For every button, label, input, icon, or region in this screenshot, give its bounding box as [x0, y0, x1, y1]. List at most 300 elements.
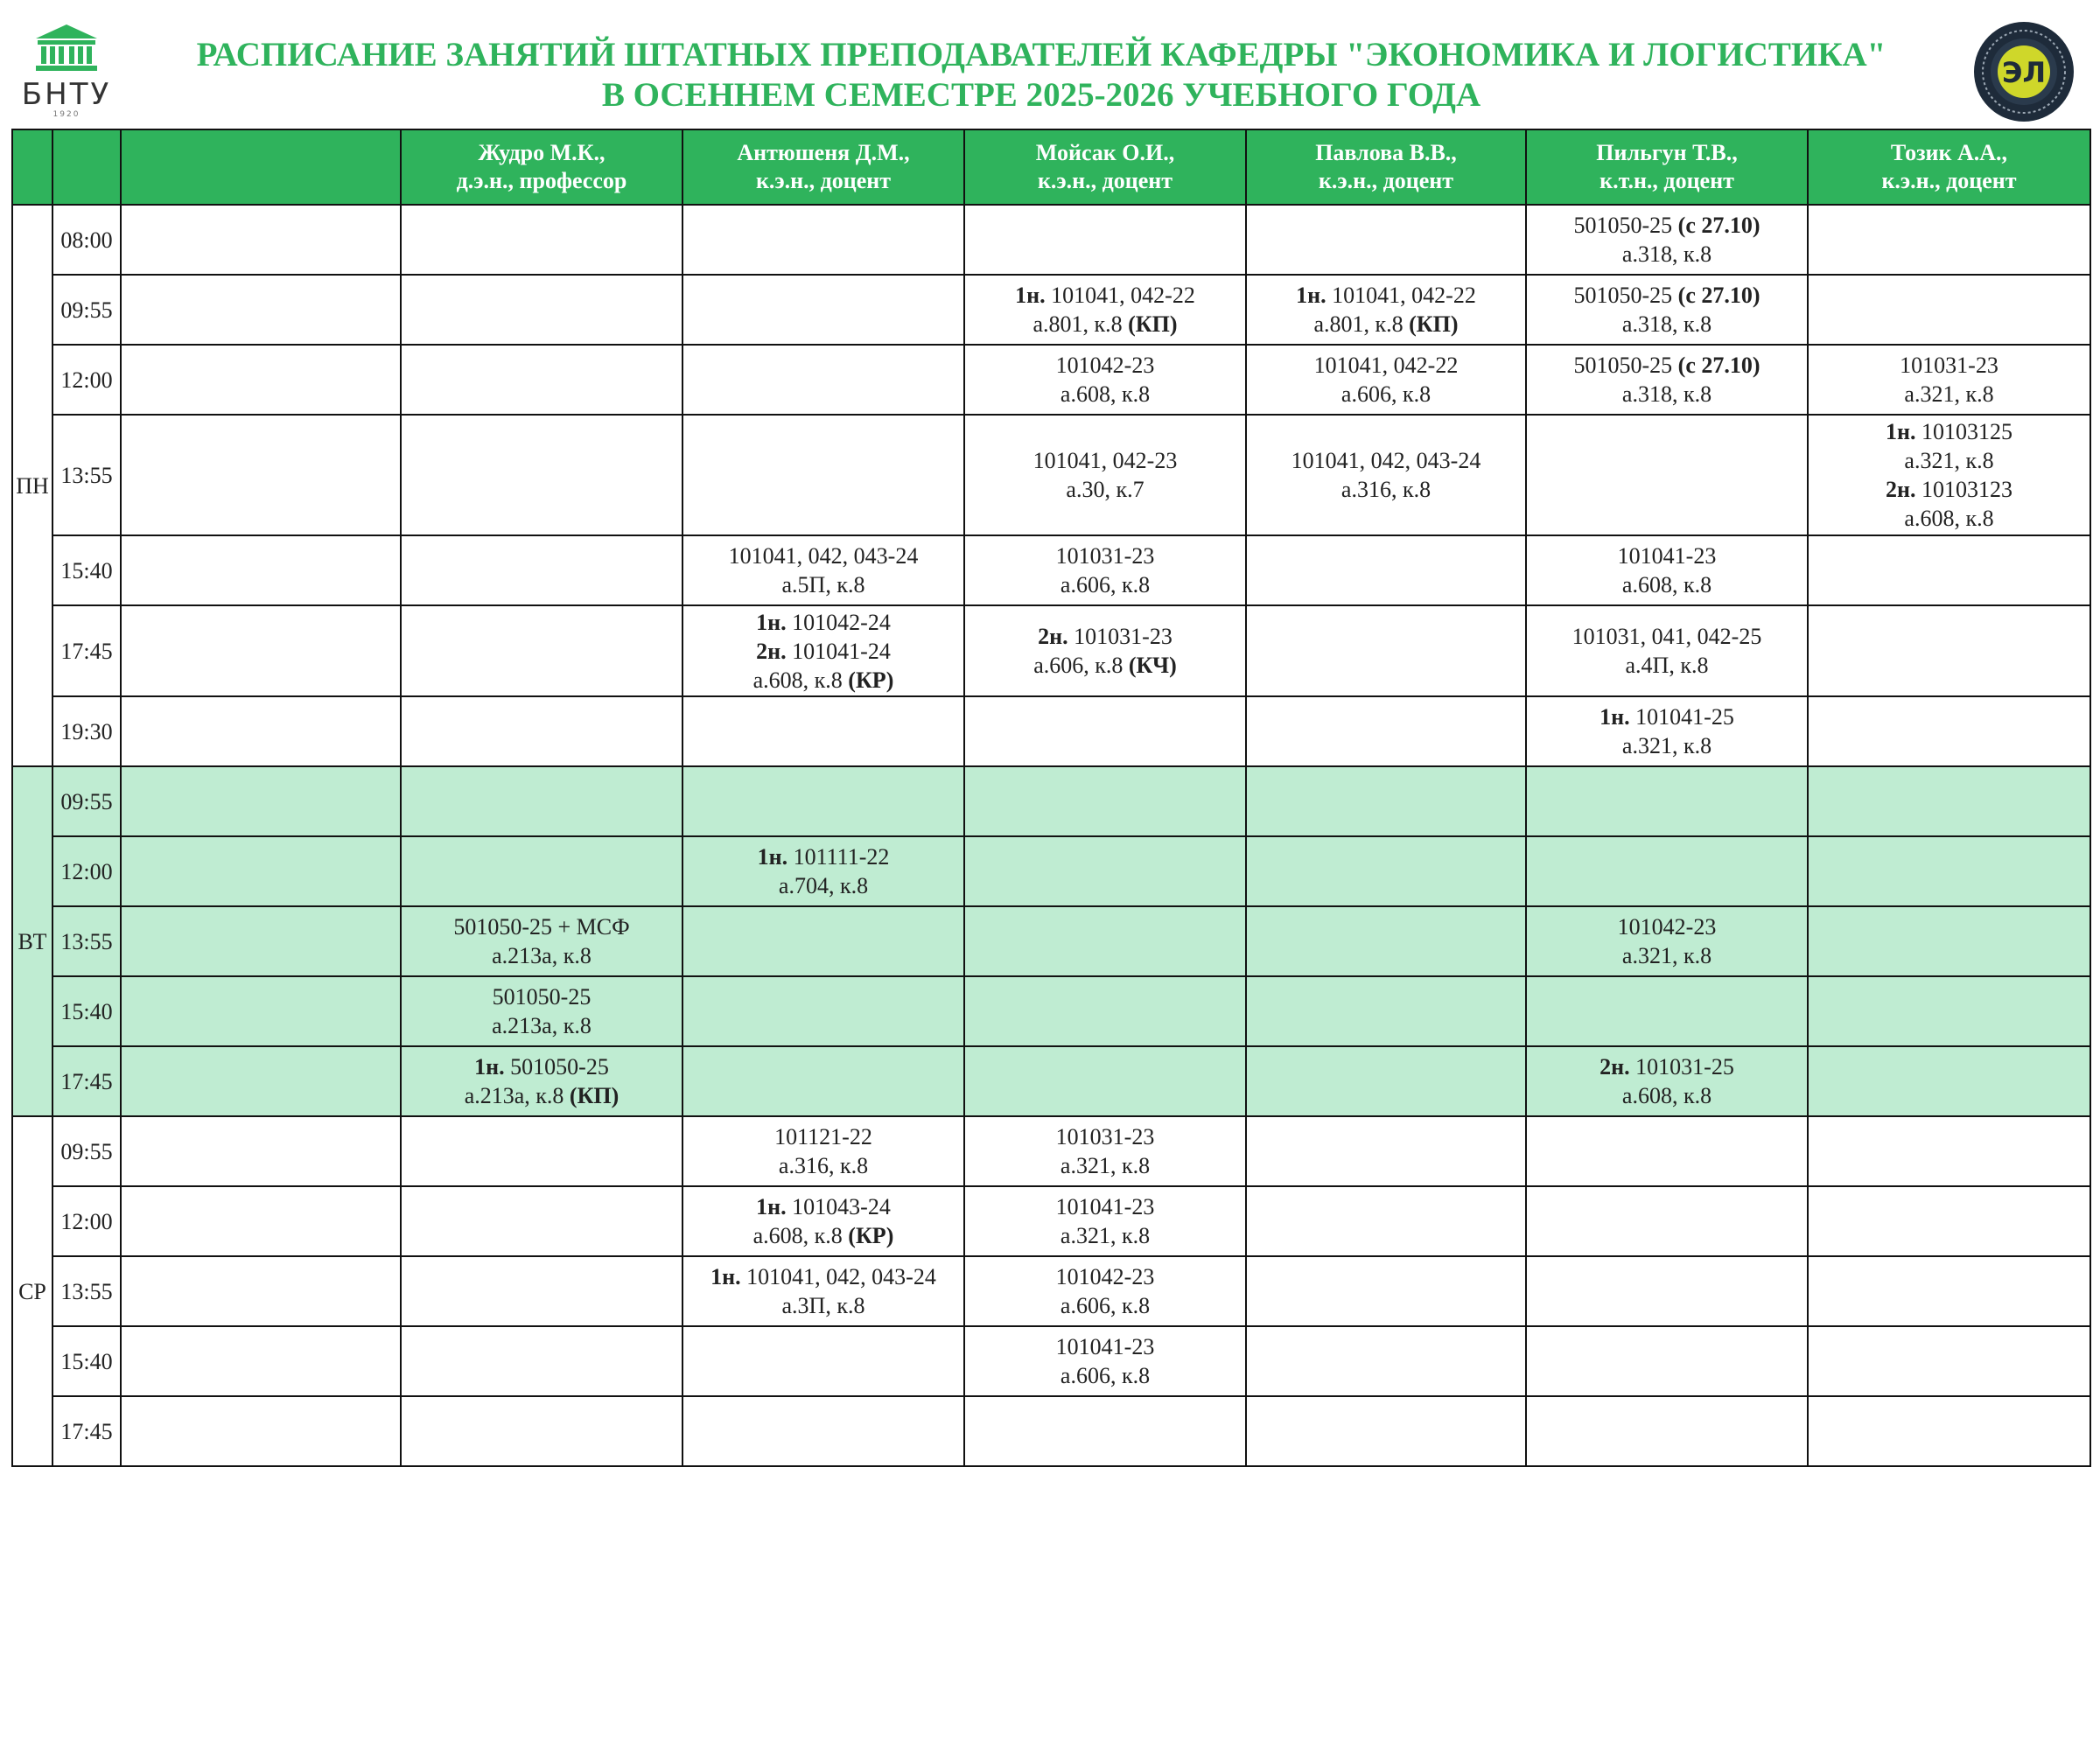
schedule-cell — [964, 1046, 1246, 1116]
schedule-line — [683, 1291, 963, 1320]
time-slot-row — [12, 535, 2090, 605]
schedule-cell — [1808, 205, 2090, 275]
schedule-cell — [682, 1186, 964, 1256]
teacher-header — [1246, 129, 1526, 205]
blank-cell — [121, 415, 401, 535]
schedule-text: а.3П, к.8 — [781, 1293, 865, 1318]
schedule-text: а.608, к.8 — [752, 667, 849, 693]
schedule-cell — [682, 836, 964, 906]
schedule-line — [1527, 211, 1807, 240]
schedule-line — [1247, 446, 1525, 475]
schedule-text: а.321, к.8 — [1621, 943, 1712, 968]
schedule-line — [1527, 622, 1807, 651]
schedule-line — [1247, 380, 1525, 409]
blank-cell — [121, 1256, 401, 1326]
time-slot-row — [12, 696, 2090, 766]
schedule-emphasis: (КП) — [1128, 311, 1178, 337]
schedule-cell — [1526, 766, 1808, 836]
schedule-cell — [1808, 1116, 2090, 1186]
schedule-cell — [1246, 605, 1526, 696]
schedule-emphasis: (КР) — [848, 667, 894, 693]
schedule-text: 501050-25 — [1573, 283, 1678, 308]
schedule-line — [1527, 240, 1807, 269]
schedule-cell — [401, 1396, 682, 1466]
time-label: 19:30 — [52, 696, 121, 766]
schedule-cell — [1808, 345, 2090, 415]
schedule-cell — [1246, 766, 1526, 836]
schedule-cell — [1246, 1326, 1526, 1396]
schedule-text: а.704, к.8 — [778, 873, 869, 898]
schedule-text: 10103123 — [1921, 477, 2012, 502]
schedule-text: а.318, к.8 — [1621, 311, 1712, 337]
schedule-cell — [401, 766, 682, 836]
schedule-cell — [401, 1326, 682, 1396]
time-label: 12:00 — [52, 836, 121, 906]
schedule-cell — [964, 1256, 1246, 1326]
teacher-name: Жудро М.К., — [478, 140, 606, 165]
day-block — [12, 205, 2090, 766]
schedule-emphasis: 1н. — [474, 1054, 511, 1080]
university-building-icon — [32, 23, 101, 73]
schedule-text: а.606, к.8 — [1033, 653, 1129, 678]
schedule-line — [1527, 912, 1807, 941]
time-slot-row — [12, 1256, 2090, 1326]
schedule-cell — [1808, 836, 2090, 906]
teacher-degree: к.т.н., доцент — [1600, 168, 1734, 193]
schedule-text: а.321, к.8 — [1060, 1223, 1151, 1248]
schedule-text: а.801, к.8 — [1032, 311, 1129, 337]
schedule-line — [1527, 570, 1807, 599]
schedule-cell — [1526, 976, 1808, 1046]
schedule-cell — [1808, 696, 2090, 766]
time-slot-row — [12, 766, 2090, 836]
schedule-text: 101031-23 — [1055, 543, 1155, 569]
time-slot-row — [12, 415, 2090, 535]
schedule-cell — [401, 1116, 682, 1186]
schedule-cell — [1526, 906, 1808, 976]
schedule-cell — [964, 345, 1246, 415]
time-label: 09:55 — [52, 1116, 121, 1186]
schedule-line — [1247, 281, 1525, 310]
schedule-text: 101041-23 — [1617, 543, 1717, 569]
time-slot-row — [12, 976, 2090, 1046]
schedule-line — [1527, 281, 1807, 310]
time-label: 15:40 — [52, 1326, 121, 1396]
schedule-cell — [964, 906, 1246, 976]
teacher-name: Мойсак О.И., — [1035, 140, 1175, 165]
schedule-line — [1809, 504, 2090, 533]
blank-cell — [121, 766, 401, 836]
schedule-emphasis: 1н. — [1886, 419, 1922, 444]
schedule-line — [1527, 1052, 1807, 1081]
schedule-cell — [401, 275, 682, 345]
org-abbreviation: БНТУ — [21, 77, 112, 112]
schedule-text: 101031-23 — [1900, 353, 1998, 378]
schedule-cell — [1526, 1186, 1808, 1256]
schedule-cell — [964, 836, 1246, 906]
schedule-text: а.321, к.8 — [1904, 448, 1994, 473]
department-emblem — [1972, 20, 2076, 123]
schedule-emphasis: 1н. — [710, 1264, 747, 1289]
schedule-cell — [401, 1186, 682, 1256]
schedule-cell — [1246, 696, 1526, 766]
schedule-cell — [964, 1396, 1246, 1466]
blank-cell — [121, 696, 401, 766]
teacher-header-row — [12, 129, 2090, 205]
schedule-text: а.318, к.8 — [1621, 241, 1712, 267]
schedule-cell — [682, 1396, 964, 1466]
schedule-cell — [682, 535, 964, 605]
schedule-line — [1809, 417, 2090, 446]
schedule-cell — [401, 836, 682, 906]
schedule-emphasis: (КП) — [1409, 311, 1459, 337]
schedule-line — [965, 651, 1245, 680]
schedule-line — [1247, 310, 1525, 339]
teacher-header — [682, 129, 964, 205]
schedule-cell — [682, 976, 964, 1046]
schedule-line — [965, 1221, 1245, 1250]
schedule-text: 501050-25 + МСФ — [453, 914, 630, 940]
day-label: СР — [12, 1116, 52, 1466]
schedule-cell — [1246, 205, 1526, 275]
schedule-cell — [1808, 1256, 2090, 1326]
schedule-table — [11, 129, 2091, 1467]
schedule-cell — [1246, 345, 1526, 415]
time-label: 12:00 — [52, 345, 121, 415]
schedule-cell — [1526, 345, 1808, 415]
schedule-cell — [682, 696, 964, 766]
schedule-text: а.608, к.8 — [752, 1223, 849, 1248]
schedule-line — [1527, 731, 1807, 760]
schedule-text: а.4П, к.8 — [1625, 653, 1709, 678]
schedule-text: 101041-24 — [792, 638, 891, 664]
schedule-text: 101041-25 — [1635, 704, 1734, 730]
blank-cell — [121, 906, 401, 976]
schedule-cell — [401, 696, 682, 766]
page-title — [131, 35, 1951, 115]
teacher-name: Пильгун Т.В., — [1596, 140, 1738, 165]
schedule-text: 101031-23 — [1055, 1124, 1155, 1150]
schedule-cell — [1246, 1116, 1526, 1186]
time-label: 15:40 — [52, 976, 121, 1046]
schedule-text: 101031-25 — [1635, 1054, 1734, 1080]
schedule-emphasis: (КП) — [569, 1083, 620, 1108]
schedule-line — [965, 570, 1245, 599]
blank-cell — [121, 836, 401, 906]
schedule-line — [402, 1081, 682, 1110]
schedule-text: а.316, к.8 — [1340, 477, 1432, 502]
blank-cell — [121, 275, 401, 345]
schedule-line — [1527, 351, 1807, 380]
schedule-cell — [682, 1326, 964, 1396]
schedule-cell — [682, 1116, 964, 1186]
schedule-cell — [401, 1256, 682, 1326]
schedule-text: 101031-23 — [1074, 624, 1172, 649]
schedule-line — [1527, 542, 1807, 570]
schedule-line — [1247, 475, 1525, 504]
schedule-line — [965, 446, 1245, 475]
time-slot-row — [12, 1186, 2090, 1256]
schedule-line — [965, 1192, 1245, 1221]
schedule-cell — [1526, 1116, 1808, 1186]
schedule-text: а.213а, к.8 — [492, 1013, 592, 1038]
schedule-line — [1527, 1081, 1807, 1110]
schedule-line — [1527, 380, 1807, 409]
schedule-text: 101041, 042-22 — [1051, 283, 1195, 308]
schedule-emphasis: (КР) — [848, 1223, 894, 1248]
blank-cell — [121, 605, 401, 696]
header-blank-cell — [12, 129, 52, 205]
schedule-text: а.213а, к.8 — [492, 943, 592, 968]
teacher-name: Антюшеня Д.М., — [737, 140, 910, 165]
schedule-cell — [682, 1256, 964, 1326]
time-slot-row — [12, 836, 2090, 906]
schedule-text: а.608, к.8 — [1060, 381, 1151, 407]
schedule-cell — [682, 605, 964, 696]
schedule-cell — [1246, 1396, 1526, 1466]
schedule-emphasis: 2н. — [1886, 477, 1922, 502]
schedule-cell — [1246, 1186, 1526, 1256]
schedule-emphasis: (с 27.10) — [1677, 353, 1760, 378]
time-label: 17:45 — [52, 1046, 121, 1116]
schedule-text: а.606, к.8 — [1060, 1293, 1151, 1318]
schedule-line — [965, 351, 1245, 380]
schedule-line — [683, 1151, 963, 1180]
schedule-line — [965, 1361, 1245, 1390]
schedule-cell — [1246, 976, 1526, 1046]
schedule-text: а.316, к.8 — [778, 1153, 869, 1178]
schedule-line — [1527, 651, 1807, 680]
schedule-text: а.318, к.8 — [1621, 381, 1712, 407]
schedule-cell — [401, 976, 682, 1046]
day-label: ПН — [12, 205, 52, 766]
schedule-cell — [682, 766, 964, 836]
teacher-header — [964, 129, 1246, 205]
org-founding-year: 1920 — [52, 110, 80, 119]
schedule-cell — [1808, 275, 2090, 345]
schedule-line — [965, 1291, 1245, 1320]
schedule-line — [1527, 702, 1807, 731]
blank-cell — [121, 1046, 401, 1116]
time-label: 13:55 — [52, 906, 121, 976]
time-slot-row — [12, 1046, 2090, 1116]
schedule-text: 101041, 042, 043-24 — [1291, 448, 1481, 473]
day-block — [12, 1116, 2090, 1466]
schedule-text: а.608, к.8 — [1904, 506, 1994, 531]
schedule-line — [1247, 351, 1525, 380]
schedule-emphasis: 1н. — [1296, 283, 1333, 308]
schedule-cell — [964, 1186, 1246, 1256]
schedule-line — [683, 608, 963, 637]
schedule-cell — [401, 605, 682, 696]
schedule-cell — [964, 976, 1246, 1046]
schedule-line — [965, 1262, 1245, 1291]
title-line-1: РАСПИСАНИЕ ЗАНЯТИЙ ШТАТНЫХ ПРЕПОДАВАТЕЛЕЙ КАФЕДРЫ "ЭКОНОМИКА И ЛОГИСТИКА" — [196, 36, 1886, 73]
schedule-line — [965, 1122, 1245, 1151]
blank-cell — [121, 205, 401, 275]
schedule-cell — [401, 1046, 682, 1116]
schedule-text: а.608, к.8 — [1621, 1083, 1712, 1108]
schedule-cell — [1808, 1396, 2090, 1466]
schedule-text: 101041, 042-23 — [1032, 448, 1178, 473]
schedule-text: 101121-22 — [774, 1124, 872, 1150]
schedule-emphasis: 2н. — [756, 638, 793, 664]
schedule-cell — [1246, 1256, 1526, 1326]
blank-cell — [121, 1326, 401, 1396]
time-label: 13:55 — [52, 1256, 121, 1326]
time-label: 17:45 — [52, 1396, 121, 1466]
schedule-line — [965, 622, 1245, 651]
teacher-header — [401, 129, 682, 205]
schedule-line — [965, 475, 1245, 504]
schedule-cell — [1246, 836, 1526, 906]
schedule-emphasis: (с 27.10) — [1677, 283, 1760, 308]
schedule-cell — [401, 415, 682, 535]
schedule-text: а.801, к.8 — [1313, 311, 1410, 337]
schedule-text: а.5П, к.8 — [781, 572, 865, 597]
time-slot-row — [12, 1116, 2090, 1186]
schedule-emphasis: 2н. — [1600, 1054, 1636, 1080]
schedule-text: 101042-24 — [792, 609, 891, 635]
department-emblem-icon — [1972, 20, 2076, 123]
time-label: 09:55 — [52, 275, 121, 345]
header-blank-cell — [121, 129, 401, 205]
schedule-cell — [1526, 205, 1808, 275]
schedule-text: 501050-25 — [492, 984, 592, 1010]
time-slot-row — [12, 605, 2090, 696]
schedule-cell — [1808, 906, 2090, 976]
schedule-text: а.606, к.8 — [1060, 572, 1151, 597]
schedule-text: 10103125 — [1921, 419, 2012, 444]
schedule-cell — [401, 535, 682, 605]
schedule-cell — [1526, 1396, 1808, 1466]
schedule-cell — [964, 1326, 1246, 1396]
schedule-cell — [1526, 1326, 1808, 1396]
schedule-line — [1527, 941, 1807, 970]
schedule-emphasis: (с 27.10) — [1677, 213, 1760, 238]
schedule-text: а.213а, к.8 — [464, 1083, 570, 1108]
schedule-text: а.606, к.8 — [1340, 381, 1432, 407]
schedule-text: 101041-23 — [1055, 1194, 1155, 1219]
schedule-line — [402, 1052, 682, 1081]
schedule-line — [683, 1122, 963, 1151]
schedule-line — [402, 912, 682, 941]
schedule-cell — [1808, 1186, 2090, 1256]
page-header — [0, 0, 2100, 129]
day-label: ВТ — [12, 766, 52, 1116]
schedule-line — [965, 281, 1245, 310]
time-label: 09:55 — [52, 766, 121, 836]
schedule-line — [683, 637, 963, 666]
blank-cell — [121, 345, 401, 415]
schedule-text: 101041, 042-22 — [1313, 353, 1459, 378]
schedule-line — [402, 982, 682, 1011]
schedule-cell — [401, 345, 682, 415]
day-block — [12, 766, 2090, 1116]
schedule-text: 101111-22 — [793, 844, 890, 870]
schedule-text: а.606, к.8 — [1060, 1363, 1151, 1388]
schedule-cell — [1526, 605, 1808, 696]
schedule-cell — [1526, 275, 1808, 345]
schedule-cell — [964, 415, 1246, 535]
schedule-text: а.30, к.7 — [1066, 477, 1144, 502]
bntu-logo — [12, 23, 121, 121]
schedule-text: 101041, 042, 043-24 — [746, 1264, 936, 1289]
schedule-cell — [682, 275, 964, 345]
schedule-cell — [682, 205, 964, 275]
teacher-degree: к.э.н., доцент — [755, 168, 892, 193]
schedule-cell — [964, 766, 1246, 836]
schedule-emphasis: (КЧ) — [1128, 653, 1177, 678]
schedule-text: 101042-23 — [1617, 914, 1717, 940]
teacher-degree: к.э.н., доцент — [1881, 168, 2017, 193]
schedule-cell — [682, 906, 964, 976]
schedule-cell — [401, 906, 682, 976]
schedule-cell — [964, 535, 1246, 605]
schedule-cell — [682, 415, 964, 535]
teacher-degree: д.э.н., профессор — [456, 168, 627, 193]
schedule-line — [402, 1011, 682, 1040]
schedule-line — [1809, 475, 2090, 504]
schedule-line — [683, 1192, 963, 1221]
schedule-line — [683, 871, 963, 900]
schedule-cell — [964, 696, 1246, 766]
schedule-text: 101041-23 — [1055, 1334, 1155, 1359]
schedule-emphasis: 1н. — [1600, 704, 1636, 730]
schedule-cell — [1246, 415, 1526, 535]
schedule-cell — [1526, 1256, 1808, 1326]
time-slot-row — [12, 345, 2090, 415]
time-label: 08:00 — [52, 205, 121, 275]
schedule-text: 501050-25 — [510, 1054, 609, 1080]
schedule-cell — [1808, 535, 2090, 605]
time-slot-row — [12, 275, 2090, 345]
time-slot-row — [12, 906, 2090, 976]
schedule-line — [1809, 446, 2090, 475]
blank-cell — [121, 1186, 401, 1256]
schedule-cell — [1526, 696, 1808, 766]
schedule-cell — [682, 1046, 964, 1116]
schedule-line — [1809, 380, 2090, 409]
teacher-degree: к.э.н., доцент — [1037, 168, 1173, 193]
schedule-cell — [1808, 976, 2090, 1046]
schedule-cell — [964, 275, 1246, 345]
schedule-text: а.321, к.8 — [1621, 733, 1712, 758]
schedule-emphasis: 1н. — [756, 1194, 793, 1219]
schedule-line — [683, 570, 963, 599]
blank-cell — [121, 535, 401, 605]
schedule-text: 101043-24 — [792, 1194, 891, 1219]
teacher-name: Тозик А.А., — [1890, 140, 2008, 165]
schedule-cell — [964, 605, 1246, 696]
schedule-cell — [1808, 1046, 2090, 1116]
schedule-cell — [1526, 836, 1808, 906]
schedule-cell — [1808, 766, 2090, 836]
schedule-emphasis: 1н. — [756, 609, 793, 635]
blank-cell — [121, 1116, 401, 1186]
teacher-header — [1526, 129, 1808, 205]
schedule-text: 501050-25 — [1573, 353, 1678, 378]
schedule-line — [402, 941, 682, 970]
schedule-cell — [1526, 535, 1808, 605]
schedule-text: а.321, к.8 — [1060, 1153, 1151, 1178]
schedule-cell — [1808, 415, 2090, 535]
blank-cell — [121, 1396, 401, 1466]
schedule-cell — [1808, 605, 2090, 696]
schedule-text: 101041, 042, 043-24 — [728, 543, 919, 569]
time-slot-row — [12, 1326, 2090, 1396]
schedule-text: а.608, к.8 — [1621, 572, 1712, 597]
